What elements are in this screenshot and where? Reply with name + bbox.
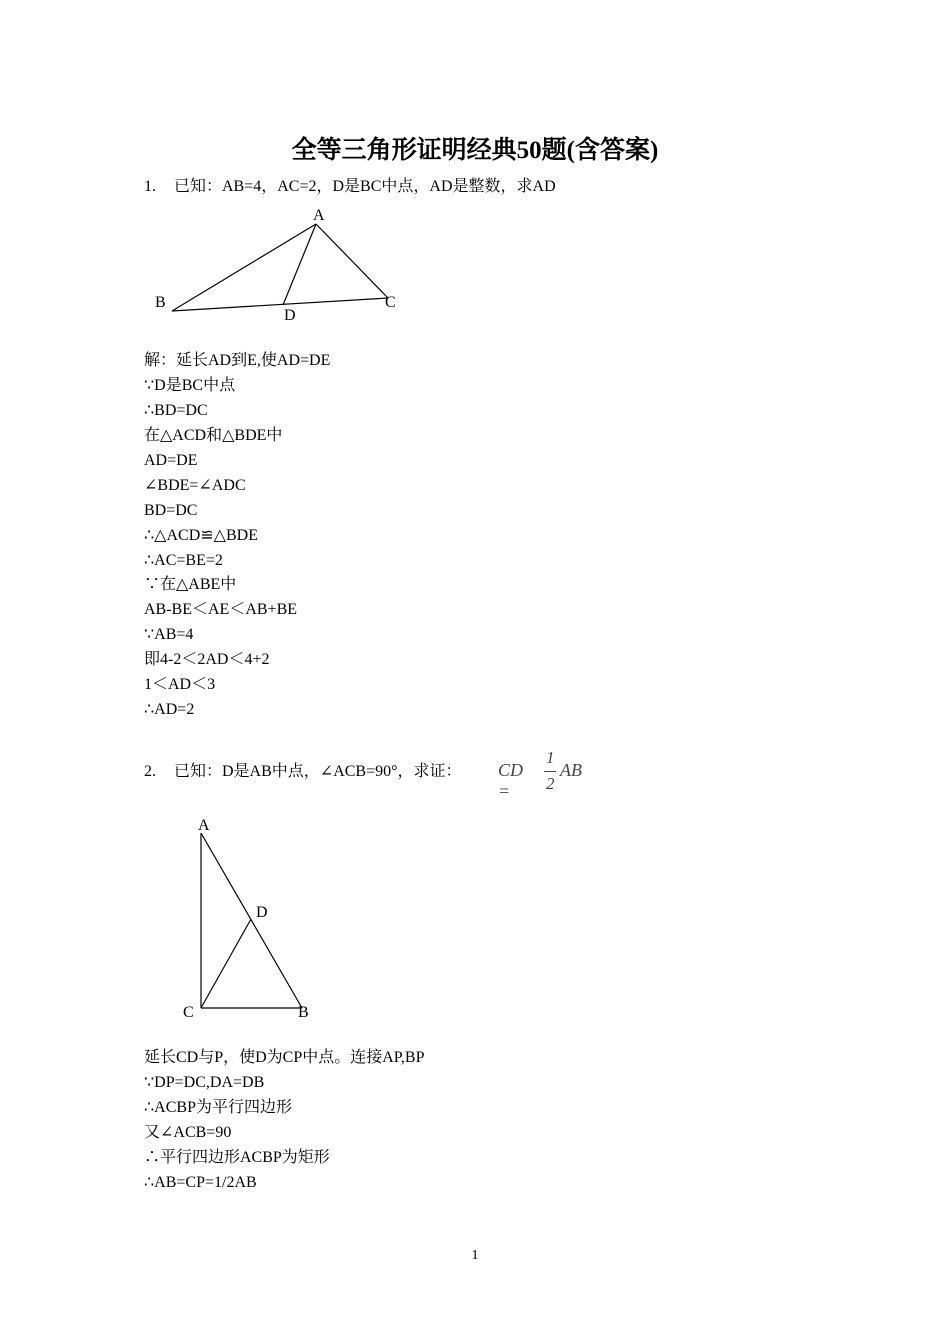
label-c: C: [183, 1004, 194, 1021]
q1-solution-line: ∴AD=2: [144, 701, 195, 718]
figure-1-triangle: [155, 207, 396, 324]
page-title: 全等三角形证明经典50题(含答案): [291, 137, 659, 164]
q1-solution-line: AB-BE＜AE＜AB+BE: [144, 601, 298, 618]
q1-solution-line: ∴BD=DC: [144, 402, 208, 419]
q2-solution-line: 延长CD与P，使D为CP中点。连接AP,BP: [144, 1049, 425, 1066]
label-b: B: [155, 294, 166, 311]
label-d: D: [284, 307, 296, 324]
question-1-text: 已知：AB=4，AC=2，D是BC中点，AD是整数，求AD: [174, 178, 556, 195]
question-1-number: 1.: [144, 178, 156, 195]
formula-lhs: CD =: [498, 760, 524, 801]
label-a: A: [198, 817, 210, 834]
formula-rhs: AB: [560, 760, 582, 780]
q1-solution-line: ∴△ACD≌△BDE: [144, 527, 258, 544]
label-d: D: [256, 904, 268, 921]
segment-ad: [283, 224, 316, 305]
segment-ac: [316, 224, 388, 298]
label-c: C: [385, 294, 396, 311]
label-a: A: [313, 207, 325, 224]
formula-numerator: 1: [546, 748, 555, 767]
q2-solution-line: ∴AB=CP=1/2AB: [144, 1174, 257, 1191]
q1-solution-line: BD=DC: [144, 502, 198, 519]
q1-solution-line: ∴AC=BE=2: [144, 552, 223, 569]
q2-solution-line: ∴平行四边形ACBP为矩形: [144, 1149, 330, 1166]
figure-2-right-triangle: [183, 817, 309, 1021]
question-2-text: 已知：D是AB中点，∠ACB=90°，求证：: [174, 763, 462, 780]
q1-solution-line: ∵在△ABE中: [144, 576, 237, 593]
fraction-bar: [544, 771, 556, 772]
q1-solution-line: 1＜AD＜3: [144, 676, 216, 693]
q2-solution-line: ∴ACBP为平行四边形: [144, 1099, 292, 1116]
q1-solution-line: ∵AB=4: [144, 626, 194, 643]
q1-solution-line: 解：延长AD到E,使AD=DE: [144, 352, 331, 369]
formula-denominator: 2: [546, 774, 555, 793]
segment-cd: [201, 919, 251, 1008]
question-2-number: 2.: [144, 763, 156, 780]
q1-solution-line: 在△ACD和△BDE中: [144, 427, 283, 444]
segment-bc: [172, 298, 388, 311]
q2-solution-line: 又∠ACB=90: [144, 1124, 232, 1141]
q1-solution-line: 即4-2＜2AD＜4+2: [144, 651, 270, 668]
q1-solution-line: ∵D是BC中点: [144, 377, 236, 394]
page-number: 1: [471, 1248, 479, 1263]
segment-ab: [172, 224, 316, 311]
q1-solution-line: ∠BDE=∠ADC: [144, 477, 246, 494]
question-2: [144, 762, 462, 782]
q1-solution-line: AD=DE: [144, 452, 198, 469]
q2-solution-line: ∵DP=DC,DA=DB: [144, 1074, 265, 1091]
label-b: B: [298, 1004, 309, 1021]
